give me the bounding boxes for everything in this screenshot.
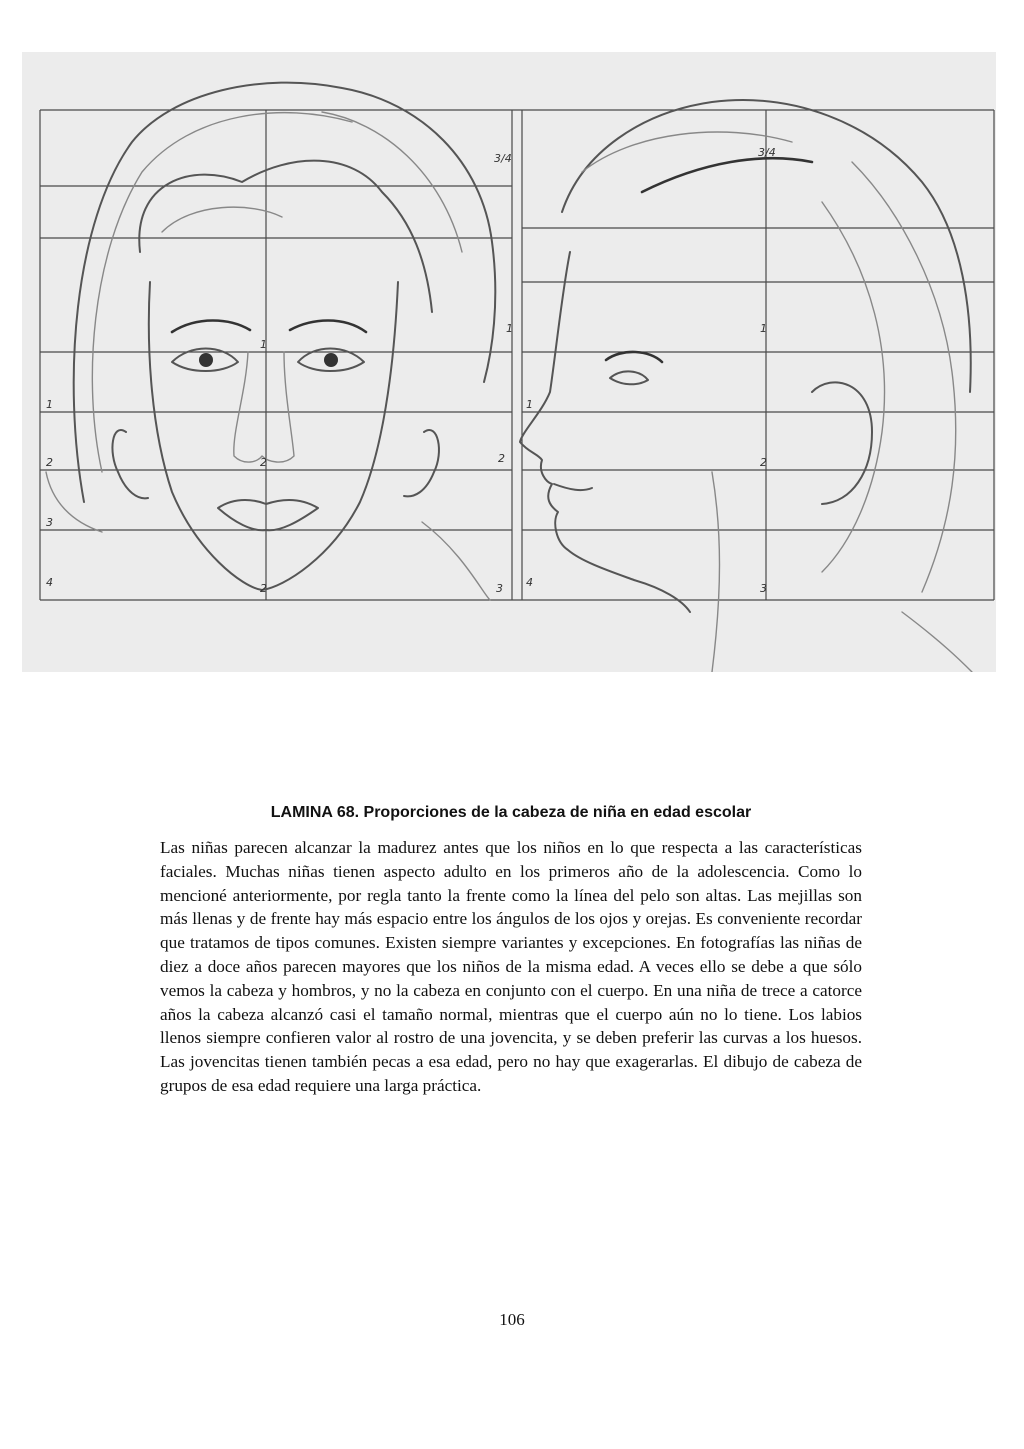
- svg-text:4: 4: [526, 576, 533, 589]
- plate-caption: LAMINA 68. Proporciones de la cabeza de niña en edad escolar: [270, 804, 752, 821]
- svg-text:4: 4: [46, 576, 53, 589]
- proportion-grid: [40, 110, 994, 600]
- svg-text:2: 2: [760, 456, 767, 469]
- grid-labels-profile: [526, 146, 776, 595]
- proportion-sketch: [22, 52, 996, 672]
- profile-view-head: [520, 100, 972, 672]
- svg-text:2: 2: [498, 452, 505, 465]
- svg-text:1: 1: [260, 338, 267, 351]
- svg-text:3/4: 3/4: [494, 152, 512, 165]
- svg-text:2: 2: [260, 582, 267, 595]
- svg-text:1: 1: [760, 322, 767, 335]
- svg-text:3: 3: [46, 516, 53, 529]
- svg-text:2: 2: [260, 456, 267, 469]
- svg-text:3: 3: [760, 582, 767, 595]
- svg-text:1: 1: [506, 322, 513, 335]
- page-number: 106: [499, 1310, 525, 1329]
- svg-text:3: 3: [496, 582, 503, 595]
- body-paragraph: Las niñas parecen alcanzar la madurez antes que los niños en lo que respecta a las características faciales. Muchas niñas tienen aspecto adulto en los primeros año de la adolescencia. Como lo mencioné anteriormente, por regla tanto la frente como la línea del pelo son altas. Las mejillas son más llenas y de frente hay más espacio entre los ángulos de los ojos y orejas. Es conveniente recordar que tratamos de tipos comunes. Existen siempre variantes y excepciones. En fotografías las niñas de diez a doce años parecen mayores que los niños de la misma edad. A veces ello se debe a que sólo vemos la cabeza y hombros, y no la cabeza en conjunto con el cuerpo. En una niña de trece a catorce años la cabeza alcanzó casi el tamaño normal, mientras que el cuerpo aún no lo tiene. Los labios llenos siempre confieren valor al rostro de una jovencita, y se deben preferir las curvas a los huesos. Las jovencitas tienen también pecas a esa edad, pero no hay que exagerarlas. El dibujo de cabeza de grupos de esa edad requiere una larga práctica.: [160, 838, 862, 1095]
- svg-text:3/4: 3/4: [758, 146, 776, 159]
- svg-text:2: 2: [46, 456, 53, 469]
- front-view-head: [46, 83, 495, 600]
- svg-text:1: 1: [46, 398, 53, 411]
- head-proportions-plate: [22, 52, 996, 672]
- svg-text:1: 1: [526, 398, 533, 411]
